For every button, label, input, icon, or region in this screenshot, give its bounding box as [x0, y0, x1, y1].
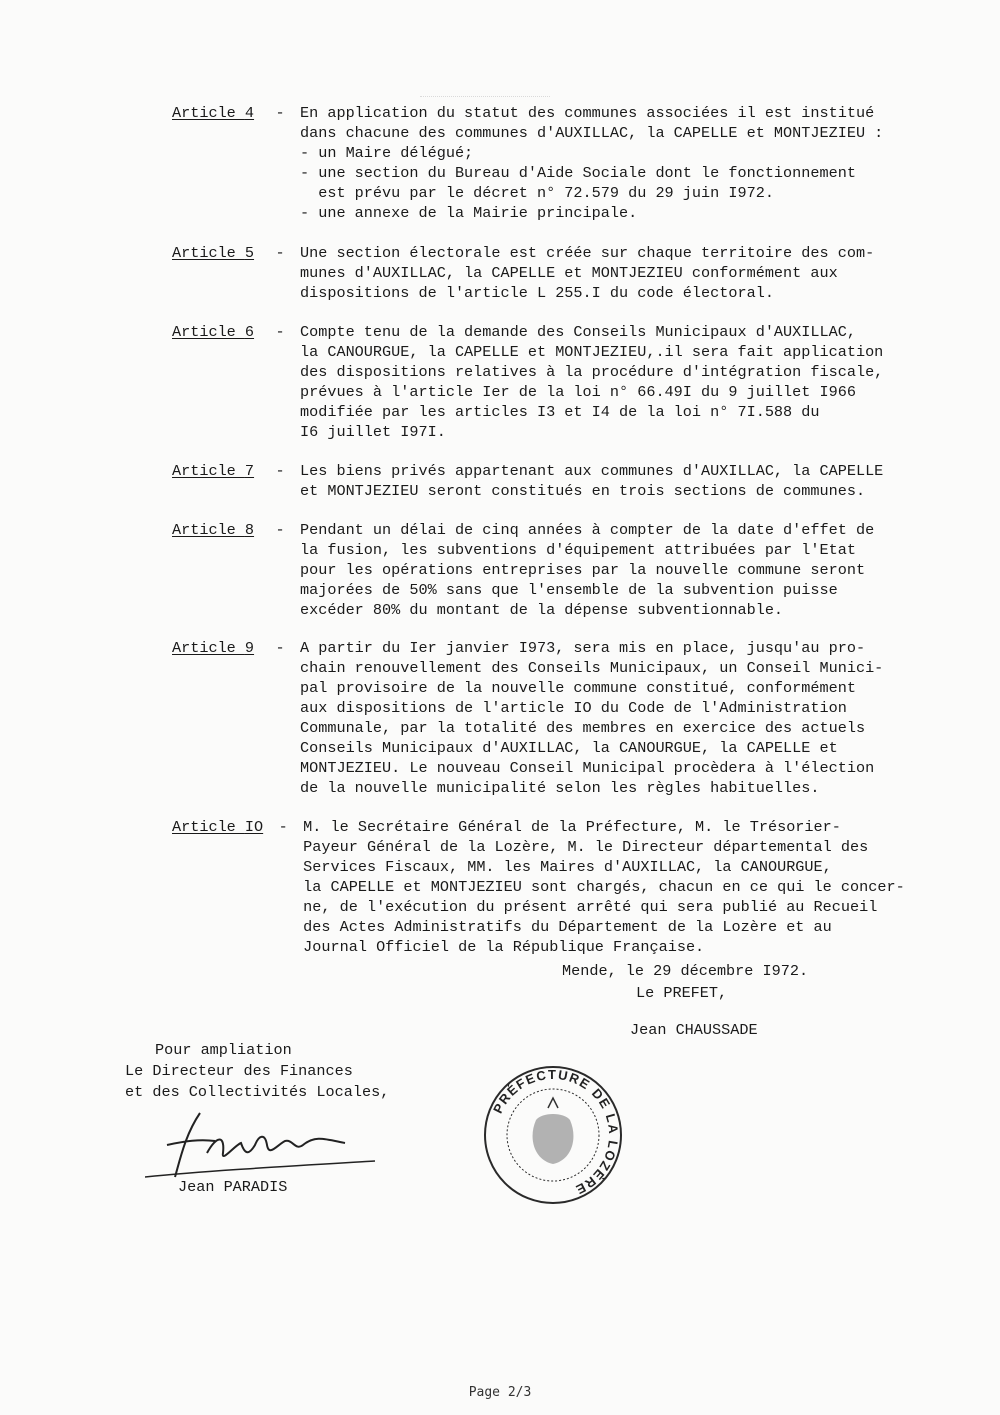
- article-dash: -: [275, 521, 285, 539]
- article-label: Article 4: [172, 104, 255, 122]
- article-7: [172, 461, 962, 501]
- prefecture-stamp: [478, 1060, 628, 1210]
- article-line: A partir du Ier janvier I973, sera mis en place, jusqu'au pro-: [300, 639, 866, 657]
- article-line: Conseils Municipaux d'AUXILLAC, la CANOURGUE, la CAPELLE et: [300, 739, 838, 757]
- article-line: et MONTJEZIEU seront constitués en trois sections de communes.: [300, 482, 866, 500]
- article-line: Compte tenu de la demande des Conseils Municipaux d'AUXILLAC,: [300, 323, 856, 341]
- article-line: Pendant un délai de cinq années à compter de la date d'effet de: [300, 521, 875, 539]
- article-line: est prévu par le décret n° 72.579 du 29 juin I972.: [300, 184, 774, 202]
- article-line: Communale, par la totalité des membres en exercice des actuels: [300, 719, 866, 737]
- article-line: des Actes Administratifs du Département de la Lozère et au: [303, 918, 832, 936]
- article-dash: -: [275, 323, 285, 341]
- article-line: aux dispositions de l'article IO du Code de l'Administration: [300, 699, 847, 717]
- article-line: - une annexe de la Mairie principale.: [300, 204, 638, 222]
- article-6: [172, 322, 962, 442]
- article-5: [172, 243, 962, 303]
- article-dash: -: [275, 104, 285, 122]
- article-body: [300, 322, 962, 442]
- article-label: Article 7: [172, 462, 255, 480]
- closing-place-date: Mende, le 29 décembre I972.: [562, 962, 809, 980]
- article-line: pour les opérations entreprises par la nouvelle commune seront: [300, 561, 866, 579]
- closing-prefect-name: Jean CHAUSSADE: [630, 1021, 758, 1039]
- article-line: des dispositions relatives à la procédure d'intégration fiscale,: [300, 363, 884, 381]
- article-line: ne, de l'exécution du présent arrêté qui sera publié au Recueil: [303, 898, 878, 916]
- article-line: munes d'AUXILLAC, la CAPELLE et MONTJEZIEU conformément aux: [300, 264, 838, 282]
- ampliation-signer: Jean PARADIS: [178, 1178, 288, 1196]
- article-line: Services Fiscaux, MM. les Maires d'AUXILLAC, la CANOURGUE,: [303, 858, 832, 876]
- article-body: [300, 520, 962, 620]
- closing-title: Le PREFET,: [636, 984, 728, 1002]
- faded-header-mark: [420, 80, 550, 97]
- article-body: [300, 638, 962, 798]
- article-label: Article IO: [172, 818, 264, 836]
- article-line: M. le Secrétaire Général de la Préfecture, M. le Trésorier-: [303, 818, 841, 836]
- article-line: Payeur Général de la Lozère, M. le Directeur départemental des: [303, 838, 869, 856]
- article-body: [300, 461, 962, 501]
- ampliation-line-3: et des Collectivités Locales,: [125, 1083, 390, 1101]
- article-line: - un Maire délégué;: [300, 144, 474, 162]
- article-line: de la nouvelle municipalité selon les règles habituelles.: [300, 779, 820, 797]
- article-line: la CAPELLE et MONTJEZIEU sont chargés, chacun en ce qui le concer-: [303, 878, 905, 896]
- article-10: [172, 817, 962, 957]
- article-line: I6 juillet I97I.: [300, 423, 446, 441]
- article-line: modifiée par les articles I3 et I4 de la loi n° 7I.588 du: [300, 403, 820, 421]
- article-label: Article 9: [172, 639, 255, 657]
- article-line: dispositions de l'article L 255.I du code électoral.: [300, 284, 774, 302]
- article-4: [172, 103, 962, 223]
- stamp-text: PRÉFECTURE DE LA LOZÈRE: [489, 1066, 622, 1198]
- ampliation-line-1: Pour ampliation: [155, 1041, 292, 1059]
- article-line: MONTJEZIEU. Le nouveau Conseil Municipal procèdera à l'élection: [300, 759, 875, 777]
- article-body: [300, 243, 962, 303]
- article-line: pal provisoire de la nouvelle commune constitué, conformément: [300, 679, 856, 697]
- ampliation-line-2: Le Directeur des Finances: [125, 1062, 353, 1080]
- article-dash: -: [275, 462, 285, 480]
- article-line: la fusion, les subventions d'équipement attribuées par l'Etat: [300, 541, 856, 559]
- article-body: [300, 103, 962, 223]
- article-line: Journal Officiel de la République Française.: [303, 938, 705, 956]
- article-line: En application du statut des communes associées il est institué: [300, 104, 875, 122]
- article-line: - une section du Bureau d'Aide Sociale dont le fonctionnement: [300, 164, 856, 182]
- article-dash: -: [278, 818, 288, 836]
- handwritten-signature: [145, 1105, 385, 1185]
- article-label: Article 8: [172, 521, 255, 539]
- article-line: excéder 80% du montant de la dépense subventionnable.: [300, 601, 784, 619]
- article-line: la CANOURGUE, la CAPELLE et MONTJEZIEU,.il sera fait application: [300, 343, 884, 361]
- article-line: chain renouvellement des Conseils Municipaux, un Conseil Munici-: [300, 659, 884, 677]
- article-dash: -: [275, 244, 285, 262]
- article-dash: -: [275, 639, 285, 657]
- article-8: [172, 520, 962, 620]
- article-body: [303, 817, 962, 957]
- article-line: dans chacune des communes d'AUXILLAC, la CAPELLE et MONTJEZIEU :: [300, 124, 884, 142]
- article-line: Les biens privés appartenant aux communes d'AUXILLAC, la CAPELLE: [300, 462, 884, 480]
- article-line: prévues à l'article Ier de la loi n° 66.49I du 9 juillet I966: [300, 383, 856, 401]
- article-line: Une section électorale est créée sur chaque territoire des com-: [300, 244, 875, 262]
- article-line: majorées de 50% sans que l'ensemble de la subvention puisse: [300, 581, 838, 599]
- article-9: [172, 638, 962, 798]
- article-label: Article 6: [172, 323, 255, 341]
- page-number: Page 2/3: [468, 1385, 532, 1400]
- article-label: Article 5: [172, 244, 255, 262]
